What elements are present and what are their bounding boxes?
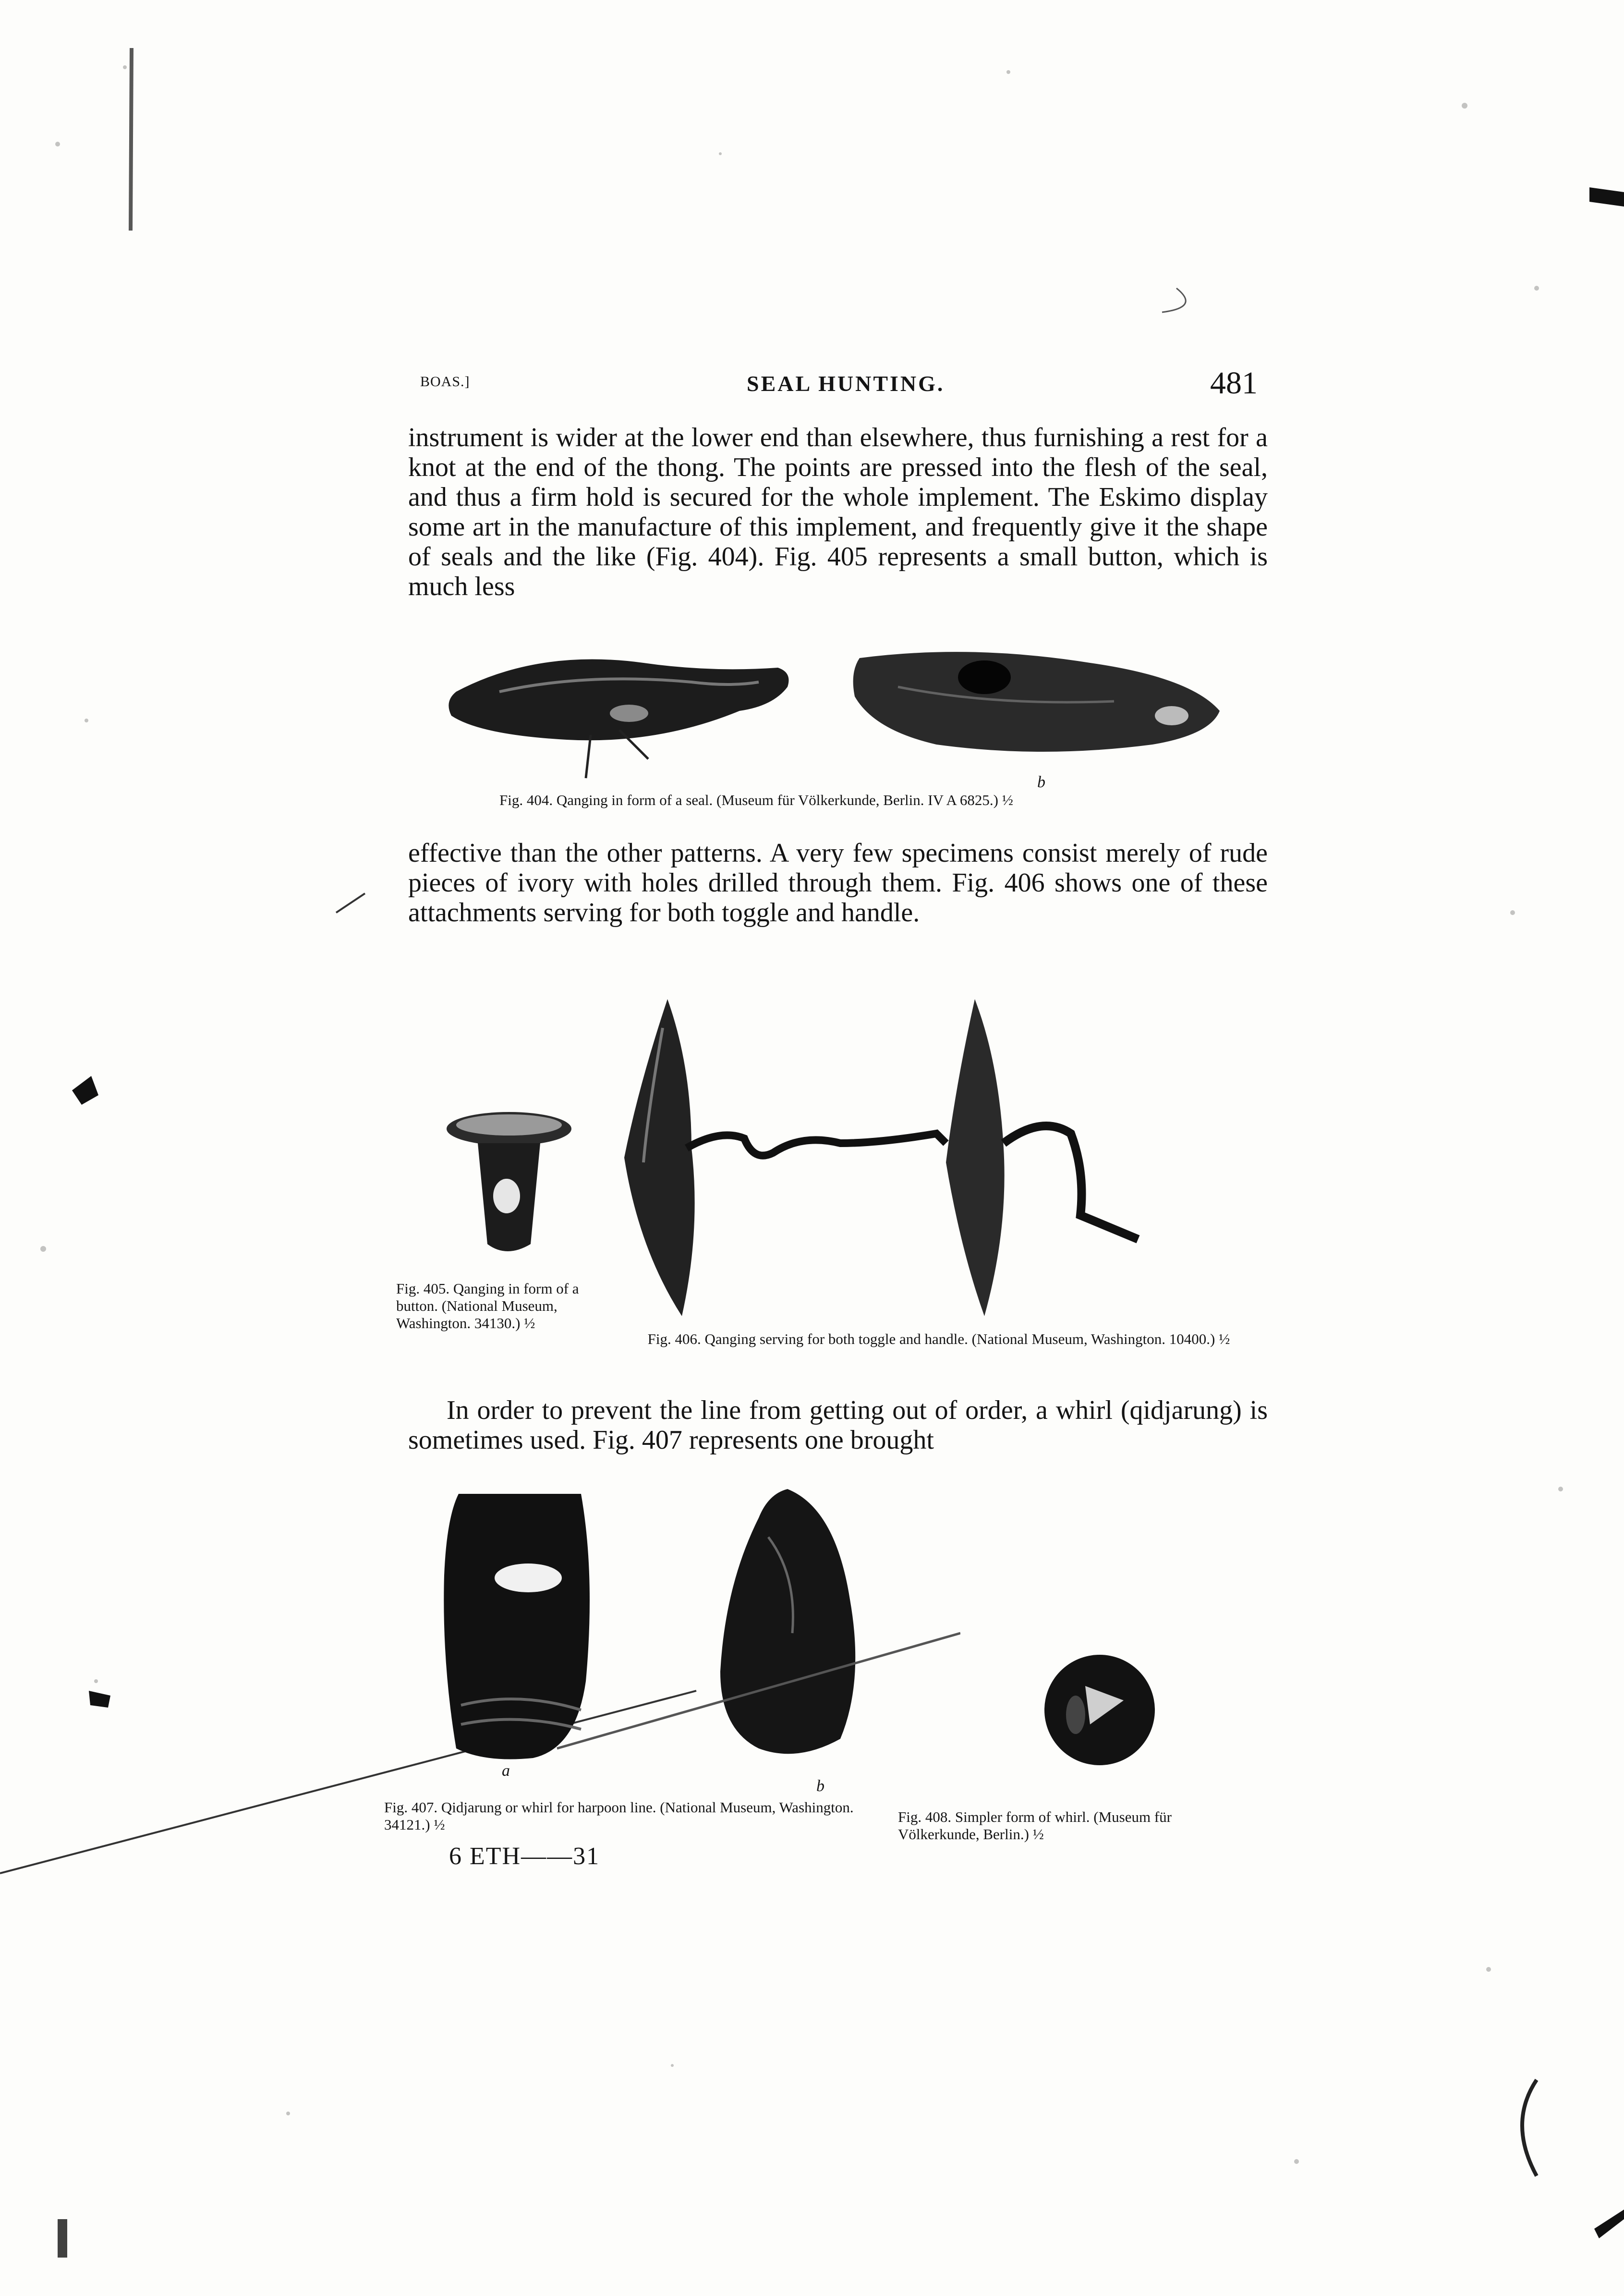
fig406-toggle-handle-image [610,989,1248,1326]
whirl-piece-a [444,1494,590,1759]
paragraph-3: In order to prevent the line from getting out of order, a whirl (qidjarung) is sometimes used. Fig. 407 represents one brought [408,1395,1268,1455]
page-number: 481 [1210,366,1258,401]
fig408-simple-whirl-image [1032,1648,1172,1772]
fig404-label-b: b [1037,773,1045,791]
whirl-piece-b [720,1489,855,1754]
fig404-seal-qangings-image [442,634,1258,783]
fig407-caption: Fig. 407. Qidjarung or whirl for harpoon line. (National Museum, Washington. 34121.) ½ [384,1799,854,1833]
fig407-whirl-image [432,1479,960,1768]
fig406-caption: Fig. 406. Qanging serving for both toggle and handle. (National Museum, Washington. 10400.) ½ [647,1331,1230,1347]
fig404-caption: Fig. 404. Qanging in form of a seal. (Museum für Völkerkunde, Berlin. IV A 6825.) ½ [499,792,1013,808]
paragraph-2: effective than the other patterns. A very few specimens consist merely of rude pieces of ivory with holes drilled through them. Fig. 406 shows one of these attachments serving for both toggle and handle. [408,838,1268,928]
fig407-label-b: b [816,1777,824,1795]
seal-qanging-a [448,659,788,779]
fig405-caption: Fig. 405. Qanging in form of a button. (National Museum, Washington. 34130.) ½ [396,1280,579,1331]
seal-qanging-b [853,652,1220,752]
signature-mark: 6 ETH——31 [449,1843,600,1870]
fig405-button-qanging-image [439,1100,583,1273]
fig407-label-a: a [502,1762,510,1780]
running-head-title: SEAL HUNTING. [747,371,945,396]
paragraph-1: instrument is wider at the lower end than elsewhere, thus furnishing a rest for a knot at the end of the thong. The points are pressed into the flesh of the seal, and thus a firm hold is secured for the whole implement. The Eskimo display some art in the manufacture of this implement, and frequently give it the shape of seals and the like (Fig. 404). Fig. 405 represents a small button, which is much less [408,423,1268,601]
fig408-caption: Fig. 408. Simpler form of whirl. (Museum für Völkerkunde, Berlin.) ½ [898,1808,1172,1843]
running-head-author: BOAS.] [420,374,470,390]
